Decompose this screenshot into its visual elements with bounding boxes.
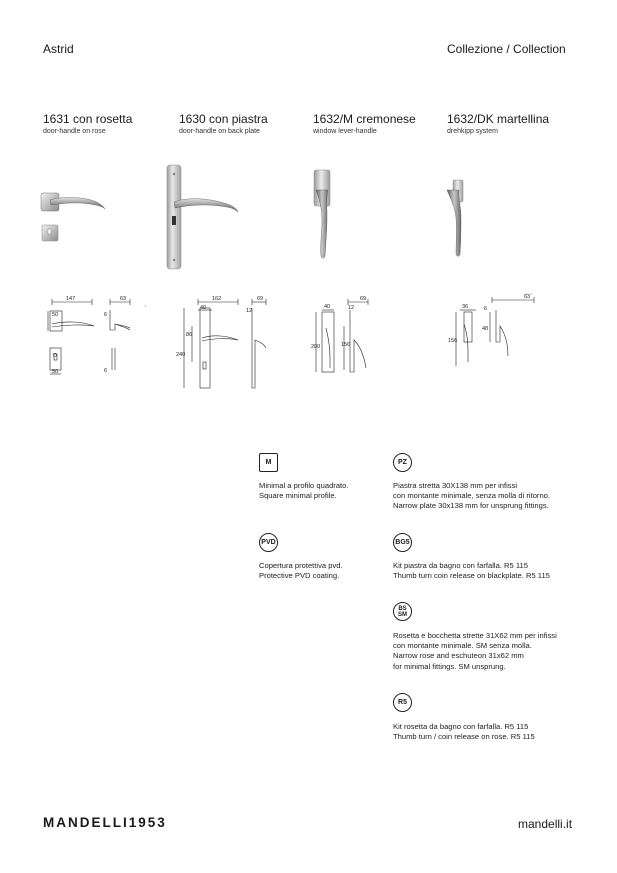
dim-label: 36 <box>462 304 469 310</box>
feature-bathroom-rose-kit-text: Kit rosetta da bagno con farfalla. R5 115 Thumb turn / coin release on rose. R5 115 <box>393 722 535 742</box>
feature-pvd-text: Copertura protettiva pvd. Protective PVD coating. <box>259 561 343 581</box>
badge-pvd: PVD <box>259 533 278 552</box>
dim-label: 162 <box>212 296 222 302</box>
photo-1631-handle-rose <box>38 185 118 245</box>
dim-label: D <box>53 353 57 359</box>
badge-bathroom-rose-kit: R5 <box>393 693 412 712</box>
photo-1630-handle-plate <box>162 162 247 272</box>
badge-narrow-plate: PZ <box>393 453 412 472</box>
dim-label: 147 <box>66 296 76 302</box>
dim-label: 50 <box>52 369 59 375</box>
dim-label: 240 <box>176 352 186 358</box>
badge-minimal: M <box>259 453 278 472</box>
dim-label: 6 <box>104 312 108 318</box>
photo-1632dk-drehkipp-handle <box>435 178 475 263</box>
feature-bathroom-plate-kit-text: Kit piastra da bagno con farfalla. R5 115 Thumb turn coin release on blackplate. R5 115 <box>393 561 550 581</box>
product-subtitle-1630: door-handle on back plate <box>179 128 260 135</box>
product-title-1630: 1630 con piastra <box>179 112 268 126</box>
product-title-1631: 1631 con rosetta <box>43 112 133 126</box>
feature-minimal-text: Minimal a profilo quadrato. Square minimal profile. <box>259 481 349 501</box>
feature-narrow-plate-text: Piastra stretta 30X138 mm per infissi con montante minimale, senza molla di ritorno. Narrow plate 30x138 mm for unsprung fittings. <box>393 481 551 511</box>
photo-1632m-window-handle <box>300 168 345 263</box>
website-link[interactable]: mandelli.it <box>518 817 573 831</box>
product-subtitle-1631: door-handle on rose <box>43 128 106 135</box>
product-subtitle-1632dk: drehkipp system <box>447 128 498 135</box>
product-subtitle-1632m: window lever-handle <box>313 128 377 135</box>
collection-label: Collezione / Collection <box>447 42 566 56</box>
dim-label: 6 <box>484 306 488 312</box>
dim-label: 63 <box>120 296 127 302</box>
feature-narrow-rose-text: Rosetta e bocchetta strette 31X62 mm per infissi con montante minimale. SM senza molla. Narrow rose and eschuteon 31x62 mm for minimal fittings. SM unsprung. <box>393 631 557 671</box>
dim-label: 86 <box>186 332 193 338</box>
dim-label: 40 <box>200 305 207 311</box>
badge-bathroom-plate-kit: BG5 <box>393 533 412 552</box>
dim-label: 63 <box>524 294 531 300</box>
drawing-1632dk <box>442 290 537 375</box>
drawing-1632m <box>308 296 393 381</box>
dim-label: 50 <box>52 312 59 318</box>
collection-name: Astrid <box>43 42 74 56</box>
dim-label: 200 <box>311 344 321 350</box>
dim-label: 69 <box>257 296 264 302</box>
dim-label: 6 <box>104 368 108 374</box>
product-title-1632dk: 1632/DK martellina <box>447 112 550 126</box>
dim-label: 69 <box>360 296 367 302</box>
drawing-1631 <box>40 296 150 381</box>
dim-label: 156 <box>448 338 458 344</box>
dim-label: 12 <box>348 305 355 311</box>
dim-label: 40 <box>324 304 331 310</box>
dim-label: 156 <box>341 342 351 348</box>
product-title-1632m: 1632/M cremonese <box>313 112 416 126</box>
dim-label: 12 <box>246 308 253 314</box>
drawing-1630 <box>172 296 277 396</box>
dim-label: 48 <box>482 326 489 332</box>
brand-logo: MANDELLI1953 <box>43 815 167 830</box>
badge-narrow-rose: BS SM <box>393 602 412 621</box>
